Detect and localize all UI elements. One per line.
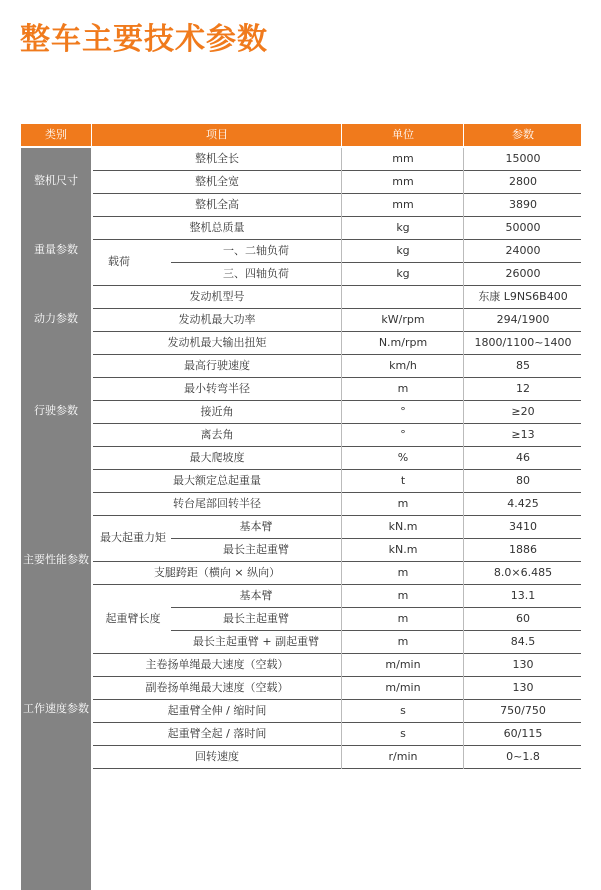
row-unit: s xyxy=(400,704,406,717)
page-title: 整车主要技术参数 xyxy=(20,22,268,57)
row-unit: m xyxy=(397,497,409,510)
row-item: 最长主起重臂 xyxy=(223,612,289,625)
row-unit: m/min xyxy=(385,658,421,671)
row-item: 发动机最大功率 xyxy=(178,313,256,326)
row-value: 46 xyxy=(516,451,530,464)
row-item: 起重臂全起 / 落时间 xyxy=(167,727,267,740)
category-performance: 主要性能参数 xyxy=(23,553,89,566)
category-power: 动力参数 xyxy=(34,312,78,325)
header-value: 参数 xyxy=(512,128,534,141)
row-unit: mm xyxy=(392,152,414,165)
row-item: 转台尾部回转半径 xyxy=(173,497,261,510)
row-value: 东康 L9NS6B400 xyxy=(478,290,568,303)
row-item: 整机全长 xyxy=(195,152,239,165)
row-value: 2800 xyxy=(509,175,537,188)
row-value: 84.5 xyxy=(510,635,536,648)
category-column xyxy=(21,148,91,890)
row-value: 50000 xyxy=(505,221,541,234)
group-load: 载荷 xyxy=(108,255,130,268)
row-unit: kg xyxy=(396,221,410,234)
row-unit: m xyxy=(397,635,409,648)
row-item: 基本臂 xyxy=(239,589,273,602)
row-divider xyxy=(93,768,581,769)
row-unit: m xyxy=(397,566,409,579)
row-item: 支腿跨距（横向 × 纵向） xyxy=(153,566,281,579)
row-item: 整机总质量 xyxy=(189,221,245,234)
row-value: 12 xyxy=(516,382,530,395)
row-unit: m xyxy=(397,612,409,625)
row-unit: t xyxy=(400,474,406,487)
row-value: 1800/1100~1400 xyxy=(474,336,572,349)
row-unit: mm xyxy=(392,175,414,188)
row-unit: m xyxy=(397,382,409,395)
row-unit: mm xyxy=(392,198,414,211)
row-item: 最大额定总起重量 xyxy=(173,474,261,487)
row-unit: m xyxy=(397,589,409,602)
category-weight: 重量参数 xyxy=(34,243,78,256)
row-unit xyxy=(343,286,463,308)
row-value: 130 xyxy=(512,681,534,694)
row-item: 回转速度 xyxy=(195,750,239,763)
row-unit: r/min xyxy=(388,750,418,763)
row-value: 15000 xyxy=(505,152,541,165)
row-item: 发动机型号 xyxy=(189,290,245,303)
column-divider xyxy=(341,148,342,769)
category-driving: 行驶参数 xyxy=(34,404,78,417)
row-unit: N.m/rpm xyxy=(378,336,428,349)
row-unit: m/min xyxy=(385,681,421,694)
row-value: 3890 xyxy=(509,198,537,211)
row-value: 130 xyxy=(512,658,534,671)
row-value: 80 xyxy=(516,474,530,487)
row-value: 60 xyxy=(516,612,530,625)
row-item: 最高行驶速度 xyxy=(184,359,250,372)
row-item: 副卷扬单绳最大速度（空载） xyxy=(145,681,289,694)
header-unit: 单位 xyxy=(392,128,414,141)
row-value: 13.1 xyxy=(510,589,536,602)
row-item: 基本臂 xyxy=(239,520,273,533)
row-item: 主卷扬单绳最大速度（空载） xyxy=(145,658,289,671)
row-value: 26000 xyxy=(505,267,541,280)
row-item: 发动机最大输出扭矩 xyxy=(167,336,267,349)
row-value: 0~1.8 xyxy=(506,750,540,763)
row-item: 最长主起重臂 xyxy=(223,543,289,556)
row-unit: kg xyxy=(396,244,410,257)
row-item: 离去角 xyxy=(200,428,234,441)
row-unit: kg xyxy=(396,267,410,280)
row-unit: % xyxy=(397,451,409,464)
column-divider xyxy=(463,148,464,769)
header-item: 项目 xyxy=(206,128,228,141)
row-unit: kN.m xyxy=(388,543,418,556)
row-value: 3410 xyxy=(509,520,537,533)
header-category: 类别 xyxy=(45,128,67,141)
group-boom-length: 起重臂长度 xyxy=(105,612,161,625)
category-dimensions: 整机尺寸 xyxy=(34,174,78,187)
row-value: 750/750 xyxy=(500,704,546,717)
row-unit: s xyxy=(400,727,406,740)
row-value: 8.0×6.485 xyxy=(493,566,553,579)
row-item: 整机全宽 xyxy=(195,175,239,188)
row-item: 最大爬坡度 xyxy=(189,451,245,464)
group-max-lift-moment: 最大起重力矩 xyxy=(100,531,166,544)
row-item: 接近角 xyxy=(200,405,234,418)
row-item: 三、四轴负荷 xyxy=(223,267,289,280)
table-header xyxy=(21,124,581,146)
row-value: ≥13 xyxy=(511,428,535,441)
row-item: 起重臂全伸 / 缩时间 xyxy=(167,704,267,717)
row-value: 85 xyxy=(516,359,530,372)
row-unit: kN.m xyxy=(388,520,418,533)
row-value: 4.425 xyxy=(507,497,539,510)
row-unit: ° xyxy=(400,428,406,441)
row-unit: kW/rpm xyxy=(381,313,425,326)
row-item: 一、二轴负荷 xyxy=(223,244,289,257)
category-work-speed: 工作速度参数 xyxy=(23,702,89,715)
row-value: 1886 xyxy=(509,543,537,556)
row-item: 最小转弯半径 xyxy=(184,382,250,395)
row-unit: km/h xyxy=(389,359,417,372)
row-unit: ° xyxy=(400,405,406,418)
row-value: 60/115 xyxy=(503,727,543,740)
row-value: ≥20 xyxy=(511,405,535,418)
row-item: 最长主起重臂 + 副起重臂 xyxy=(192,635,320,648)
row-item: 整机全高 xyxy=(195,198,239,211)
row-value: 24000 xyxy=(505,244,541,257)
row-value: 294/1900 xyxy=(496,313,550,326)
